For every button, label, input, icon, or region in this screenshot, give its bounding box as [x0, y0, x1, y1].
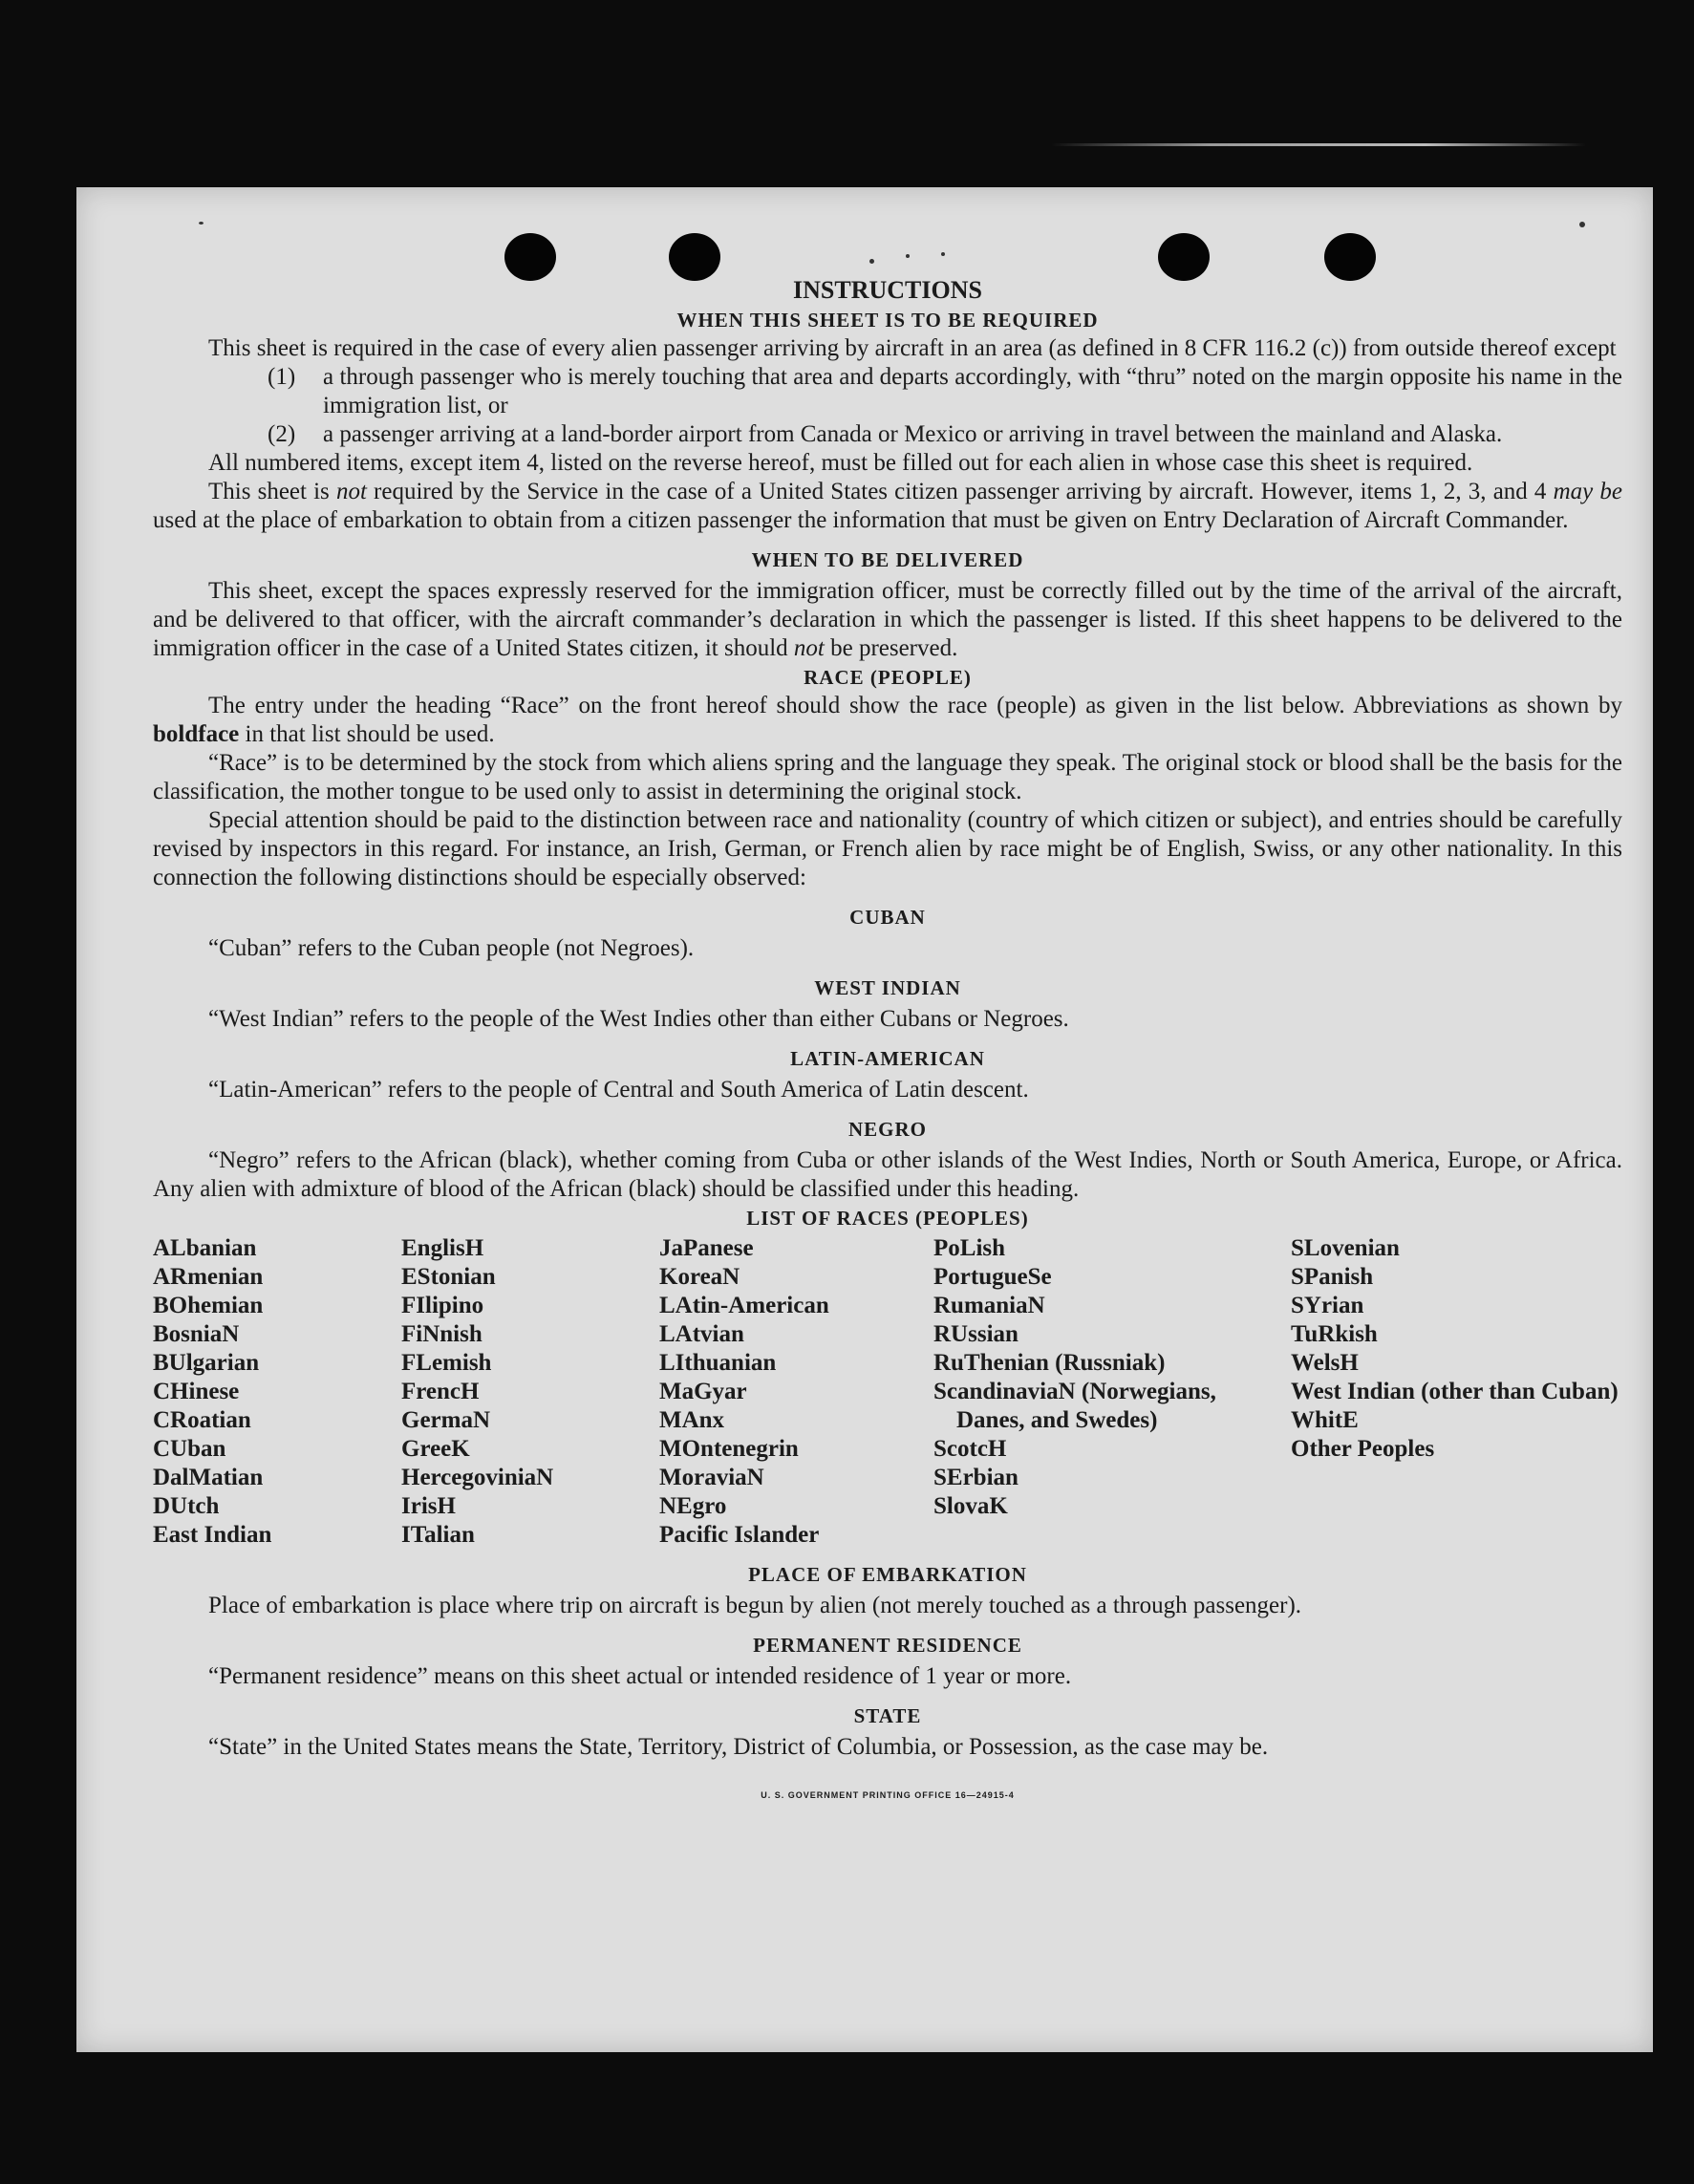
- race-entry: BUlgarian: [153, 1350, 260, 1376]
- race-text-a: The entry under the heading “Race” on the front hereof should show the race (people) as given in the list below. Abbreviations as shown by: [208, 693, 1622, 718]
- heading-west-indian: WEST INDIAN: [814, 976, 961, 999]
- heading-when-delivered: WHEN TO BE DELIVERED: [751, 548, 1024, 571]
- place-of-embarkation-definition: Place of embarkation is place where trip on aircraft is begun by alien (not merely touched as a through passenger).: [208, 1593, 1302, 1618]
- race-entry: RUssian: [933, 1321, 1019, 1347]
- page-title: INSTRUCTIONS: [793, 276, 982, 304]
- race-entry: ARmenian: [153, 1264, 264, 1290]
- race-entry: SYrian: [1291, 1293, 1364, 1318]
- race-entry: FrencH: [401, 1379, 480, 1404]
- punch-hole: [1158, 233, 1210, 281]
- exception-number: (1): [268, 364, 296, 390]
- race-entry: RumaniaN: [933, 1293, 1045, 1318]
- heading-permanent-residence: PERMANENT RESIDENCE: [753, 1634, 1022, 1657]
- race-entry: East Indian: [153, 1522, 272, 1548]
- race-entry: WhitE: [1291, 1407, 1359, 1433]
- race-entry: GreeK: [401, 1436, 470, 1462]
- race-entry: IrisH: [401, 1493, 456, 1519]
- race-entry: NEgro: [659, 1493, 727, 1519]
- race-text-b: in that list should be used.: [239, 721, 495, 747]
- heading-list-of-races: LIST OF RACES (PEOPLES): [746, 1207, 1029, 1230]
- race-entry: SLovenian: [1291, 1235, 1400, 1261]
- race-entry: DalMatian: [153, 1465, 264, 1490]
- citizen-text-a: This sheet is: [208, 479, 336, 504]
- race-entry: LIthuanian: [659, 1350, 777, 1376]
- race-entry: RuThenian (Russniak): [933, 1350, 1166, 1376]
- race-entry: West Indian (other than Cuban): [1291, 1379, 1619, 1404]
- race-entry: CHinese: [153, 1379, 240, 1404]
- race-entry: LAtin-American: [659, 1293, 829, 1318]
- race-entry: ScandinaviaN (Norwegians, Danes, and Swedes): [933, 1379, 1216, 1433]
- race-paragraph-3: Special attention should be paid to the distinction between race and nationality (country of which citizen or subject), and entries should be carefully revised by inspectors in this regard. For instance, an Irish, German, or French alien by race might be of English, Swiss, or any other nationality. In this connection the following distinctions should be especially observed:: [153, 807, 1622, 890]
- race-entry: SlovaK: [933, 1493, 1008, 1519]
- citizen-text-b: required by the Service in the case of a United States citizen passenger arriving by aircraft. However, items 1, 2, 3, and 4: [366, 479, 1554, 504]
- race-entry: TuRkish: [1291, 1321, 1378, 1347]
- race-entry: HercegoviniaN: [401, 1465, 554, 1490]
- race-entry: Pacific Islander: [659, 1522, 820, 1548]
- citizen-text-not: not: [335, 479, 367, 504]
- race-entry: JaPanese: [659, 1235, 754, 1261]
- citizen-text-may: may be: [1553, 479, 1622, 504]
- when-delivered-paragraph: [153, 577, 1622, 663]
- races-column: [153, 1234, 401, 1550]
- west-indian-definition: “West Indian” refers to the people of the West Indies other than either Cubans or Negroes.: [208, 1006, 1069, 1032]
- heading-state: STATE: [853, 1704, 922, 1727]
- punch-hole: [504, 233, 556, 281]
- state-definition: “State” in the United States means the State, Territory, District of Columbia, or Possession, as the case may be.: [208, 1734, 1269, 1760]
- race-entry: CUban: [153, 1436, 226, 1462]
- scan-speck: [941, 252, 945, 256]
- race-entry: EStonian: [401, 1264, 496, 1290]
- race-entry: FIlipino: [401, 1293, 484, 1318]
- race-entry: FLemish: [401, 1350, 492, 1376]
- negro-definition: “Negro” refers to the African (black), whether coming from Cuba or other islands of the West Indies, North or South America, Europe, or Africa. Any alien with admixture of blood of the African (black) should be classified under this heading.: [153, 1147, 1622, 1202]
- race-text-bold: boldface: [153, 721, 240, 747]
- races-column: [1291, 1234, 1622, 1550]
- latin-american-definition: “Latin-American” refers to the people of Central and South America of Latin descent.: [208, 1077, 1029, 1103]
- punch-hole: [669, 233, 720, 281]
- instructions-body: [153, 275, 1622, 1809]
- heading-latin-american: LATIN-AMERICAN: [790, 1047, 985, 1070]
- race-entry: BosniaN: [153, 1321, 240, 1347]
- race-entry: Other Peoples: [1291, 1436, 1435, 1462]
- scan-edge-line: [1051, 143, 1586, 146]
- document-sheet: [76, 187, 1653, 2052]
- race-entry: ITalian: [401, 1522, 475, 1548]
- numbered-items-paragraph: All numbered items, except item 4, listed on the reverse hereof, must be filled out for each alien in whose case this sheet is required.: [208, 450, 1473, 476]
- heading-race: RACE (PEOPLE): [804, 666, 972, 689]
- delivered-text-not: not: [793, 635, 825, 661]
- scan-speck: [906, 254, 910, 258]
- race-entry: FiNnish: [401, 1321, 482, 1347]
- race-entry: ScotcH: [933, 1436, 1007, 1462]
- races-list: [153, 1234, 1622, 1550]
- race-entry: WelsH: [1291, 1350, 1359, 1376]
- race-entry: PortugueSe: [933, 1264, 1052, 1290]
- cuban-definition: “Cuban” refers to the Cuban people (not Negroes).: [208, 935, 695, 961]
- race-paragraph-2: “Race” is to be determined by the stock from which aliens spring and the language they speak. The original stock or blood shall be the basis for the classification, the mother tongue to be used only to assist in determining the original stock.: [153, 750, 1622, 804]
- race-entry: MaGyar: [659, 1379, 747, 1404]
- race-entry: KoreaN: [659, 1264, 740, 1290]
- heading-place-of-embarkation: PLACE OF EMBARKATION: [748, 1563, 1027, 1586]
- race-entry: GermaN: [401, 1407, 491, 1433]
- permanent-residence-definition: “Permanent residence” means on this sheet actual or intended residence of 1 year or more.: [208, 1663, 1072, 1689]
- exception-text: a passenger arriving at a land-border airport from Canada or Mexico or arriving in travel between the mainland and Alaska.: [323, 421, 1503, 447]
- exception-text: a through passenger who is merely touching that area and departs accordingly, with “thru” noted on the margin opposite his name in the immigration list, or: [323, 364, 1622, 418]
- citizen-paragraph: [153, 478, 1622, 535]
- heading-negro: NEGRO: [847, 1118, 927, 1141]
- race-entry: BOhemian: [153, 1293, 264, 1318]
- delivered-text-b: be preserved.: [824, 635, 958, 661]
- races-column: [401, 1234, 659, 1550]
- scan-speck: [869, 259, 874, 264]
- delivered-text-a: This sheet, except the spaces expressly reserved for the immigration officer, must be correctly filled out by the time of the arrival of the aircraft, and be delivered to that officer, with the aircraft commander’s declaration in which the passenger is listed. If this sheet happens to be delivered to the immigration officer in the case of a United States citizen, it should: [153, 578, 1622, 661]
- race-entry: MoraviaN: [659, 1465, 764, 1490]
- printing-office-footer: U. S. GOVERNMENT PRINTING OFFICE 16—24915-4: [761, 1790, 1015, 1800]
- race-entry: DUtch: [153, 1493, 220, 1519]
- scan-speck: [1579, 222, 1585, 227]
- heading-when-required: WHEN THIS SHEET IS TO BE REQUIRED: [676, 309, 1099, 332]
- exception-item: [268, 420, 1622, 449]
- races-column: [933, 1234, 1291, 1550]
- races-column: [659, 1234, 933, 1550]
- race-entry: PoLish: [933, 1235, 1006, 1261]
- scan-speck: [199, 222, 204, 225]
- race-entry: LAtvian: [659, 1321, 744, 1347]
- punch-hole: [1324, 233, 1376, 281]
- race-entry: SErbian: [933, 1465, 1019, 1490]
- exception-number: (2): [268, 421, 296, 447]
- race-entry: MAnx: [659, 1407, 725, 1433]
- when-required-intro: This sheet is required in the case of every alien passenger arriving by aircraft in an area (as defined in 8 CFR 116.2 (c)) from outside thereof except: [208, 335, 1617, 361]
- race-entry: MOntenegrin: [659, 1436, 799, 1462]
- heading-cuban: CUBAN: [849, 906, 926, 929]
- race-entry: ALbanian: [153, 1235, 257, 1261]
- citizen-text-c: used at the place of embarkation to obtain from a citizen passenger the information that must be given on Entry Declaration of Aircraft Commander.: [153, 507, 1569, 533]
- race-entry: CRoatian: [153, 1407, 251, 1433]
- exception-item: [268, 363, 1622, 420]
- race-entry: EnglisH: [401, 1235, 484, 1261]
- race-paragraph-1: [153, 692, 1622, 749]
- race-entry: SPanish: [1291, 1264, 1374, 1290]
